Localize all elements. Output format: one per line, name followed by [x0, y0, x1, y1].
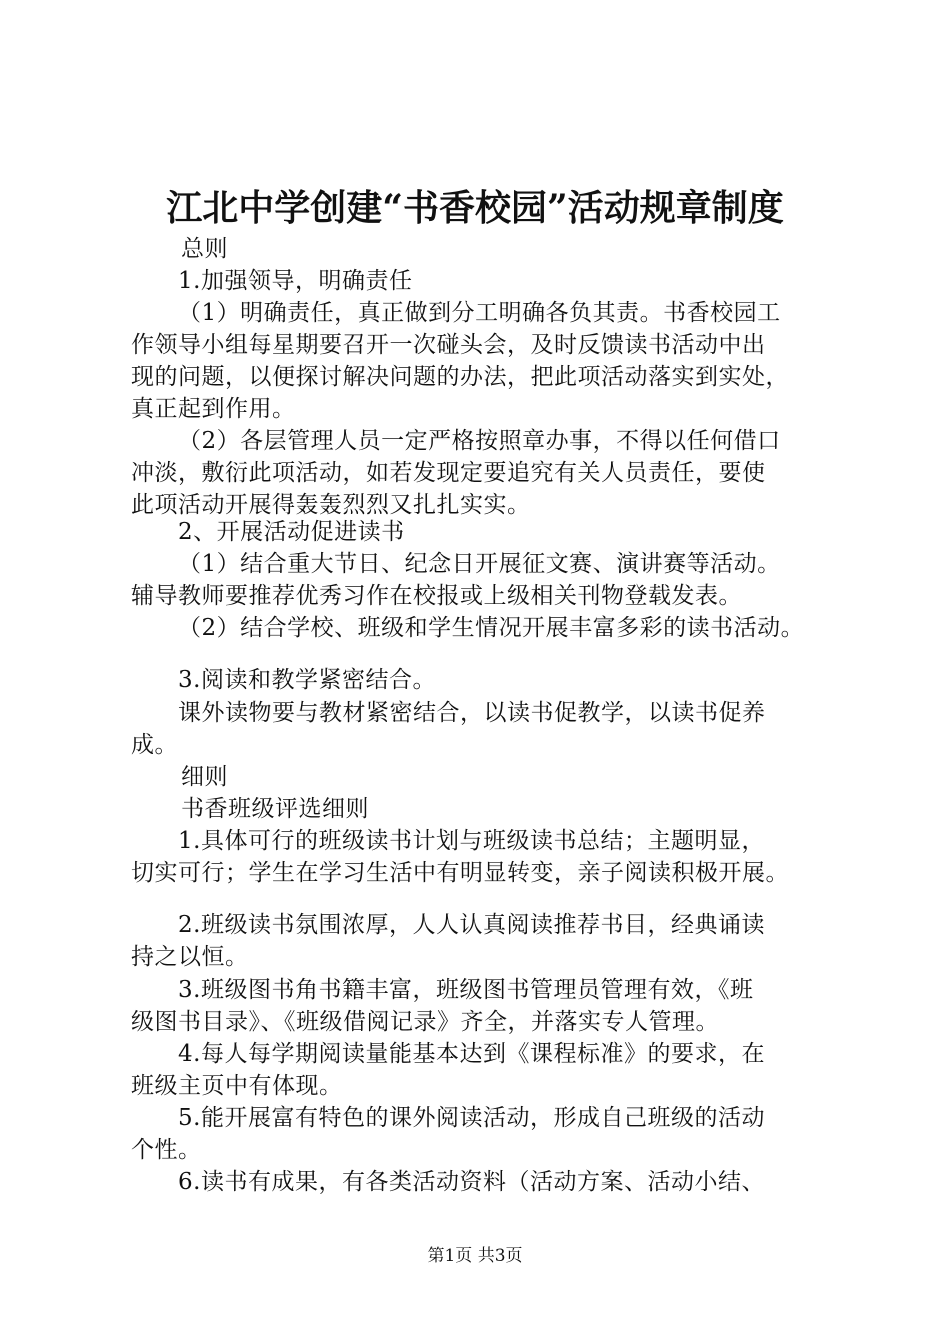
- paragraph-line: 真正起到作用。: [131, 396, 296, 422]
- paragraph-line: （2）结合学校、班级和学生情况开展丰富多彩的读书活动。: [178, 615, 805, 641]
- paragraph-line: 冲淡，敷衍此项活动，如若发现定要追究有关人员责任，要使: [131, 460, 766, 486]
- document-title: 江北中学创建“书香校园”活动规章制度: [166, 187, 784, 229]
- subsection-heading: 3.阅读和教学紧密结合。: [178, 667, 436, 693]
- paragraph-line: 4.每人每学期阅读量能基本达到《课程标准》的要求，在: [178, 1041, 765, 1067]
- paragraph-line: 作领导小组每星期要召开一次碰头会，及时反馈读书活动中出: [131, 332, 766, 358]
- paragraph-line: 5.能开展富有特色的课外阅读活动，形成自己班级的活动: [178, 1105, 765, 1131]
- section-heading: 细则: [181, 764, 228, 790]
- subsection-heading: 书香班级评选细则: [181, 796, 369, 822]
- paragraph-line: 课外读物要与教材紧密结合，以读书促教学，以读书促养: [178, 700, 766, 726]
- paragraph-line: 2.班级读书氛围浓厚，人人认真阅读推荐书目，经典诵读: [178, 912, 765, 938]
- paragraph-line: 辅导教师要推荐优秀习作在校报或上级相关刊物登载发表。: [131, 583, 742, 609]
- paragraph-line: 6.读书有成果，有各类活动资料（活动方案、活动小结、: [178, 1169, 765, 1195]
- paragraph-line: （1）结合重大节日、纪念日开展征文赛、演讲赛等活动。: [178, 551, 781, 577]
- subsection-heading: 2、开展活动促进读书: [178, 519, 405, 545]
- paragraph-line: 1.具体可行的班级读书计划与班级读书总结；主题明显，: [178, 828, 765, 854]
- paragraph-line: 此项活动开展得轰轰烈烈又扎扎实实。: [131, 492, 531, 518]
- paragraph-line: 成。: [131, 732, 178, 758]
- paragraph-line: 现的问题，以便探讨解决问题的办法，把此项活动落实到实处，: [131, 364, 789, 390]
- paragraph-line: （1）明确责任，真正做到分工明确各负其责。书香校园工: [178, 300, 781, 326]
- page-footer: 第1页 共3页: [427, 1246, 523, 1266]
- paragraph-line: 班级主页中有体现。: [131, 1073, 343, 1099]
- paragraph-line: 持之以恒。: [131, 944, 249, 970]
- paragraph-line: 3.班级图书角书籍丰富，班级图书管理员管理有效，《班: [178, 977, 754, 1003]
- section-heading: 总则: [181, 236, 228, 262]
- paragraph-line: （2）各层管理人员一定严格按照章办事，不得以任何借口: [178, 428, 781, 454]
- paragraph-line: 级图书目录》、《班级借阅记录》齐全，并落实专人管理。: [131, 1009, 719, 1035]
- subsection-heading: 1.加强领导，明确责任: [178, 268, 413, 294]
- paragraph-line: 个性。: [131, 1137, 202, 1163]
- paragraph-line: 切实可行；学生在学习生活中有明显转变，亲子阅读积极开展。: [131, 860, 789, 886]
